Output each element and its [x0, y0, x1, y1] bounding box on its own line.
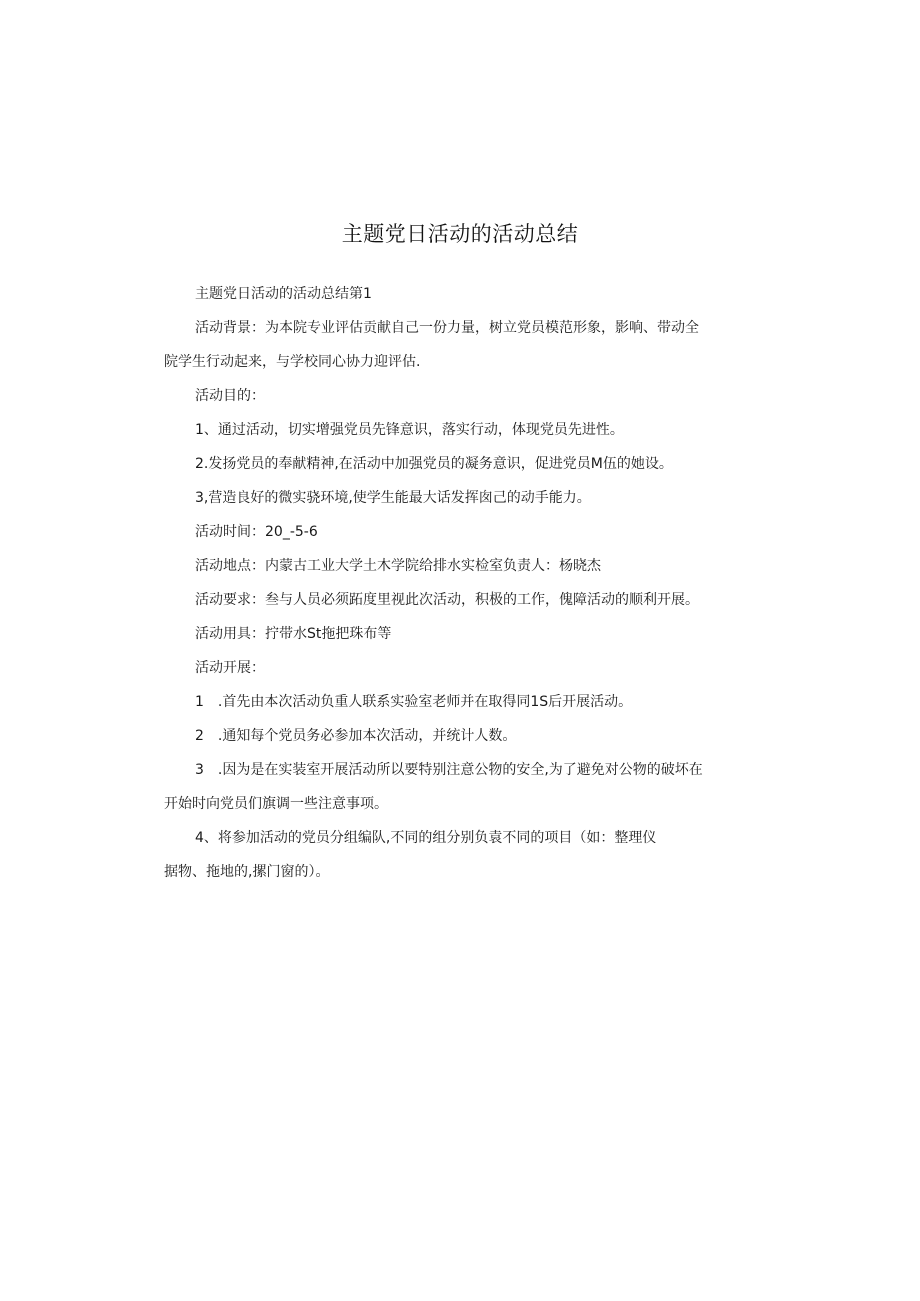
paragraph-activity-4-continued: 据物、拖地的,摞门窗的）。 [164, 864, 330, 880]
paragraph-activity-1: 1 .首先由本次活动负重人联系实验室老师并在取得同1S后开展活动。 [195, 694, 633, 710]
paragraph-tools: 活动用具：拧带水St拖把珠布等 [195, 626, 392, 642]
document-title: 主题党日活动的活动总结 [341, 222, 579, 246]
paragraph-purpose-heading: 活动目的： [195, 388, 265, 404]
paragraph-activity-2: 2 .通知每个党员务必参加本次活动，并统计人数。 [195, 728, 517, 744]
paragraph-purpose-3: 3,营造良好的微实骁环境,使学生能最大话发挥囱己的动手能力。 [195, 490, 591, 506]
section-heading: 主题党日活动的活动总结第1 [195, 286, 372, 302]
paragraph-background: 活动背景：为本院专业评估贡献自己一份力量，树立党员模范形象，影响、带动全 [195, 320, 699, 336]
paragraph-activity-3-continued: 开始时向党员们旗调一些注意事项。 [164, 796, 388, 812]
paragraph-location: 活动地点：内蒙古工业大学土木学院给排水实检室负责人：杨晓杰 [195, 558, 601, 574]
paragraph-background-continued: 院学生行动起来，与学校同心协力迎评估. [164, 354, 421, 370]
paragraph-activity-3: 3 .因为是在实装室开展活动所以要特别注意公物的安全,为了避免对公物的破坏在 [195, 762, 703, 778]
paragraph-purpose-2: 2.发扬党员的奉献精神,在活动中加强党员的凝务意识，促进党员M伍的她设。 [195, 456, 673, 472]
paragraph-activity-4: 4、将参加活动的党员分组编队,不同的组分别负袁不同的项目（如：整理仪 [195, 830, 657, 846]
paragraph-purpose-1: 1、通过活动，切实增强党员先锋意识，落实行动，体现党员先进性。 [195, 422, 624, 438]
paragraph-activities-heading: 活动开展： [195, 660, 265, 676]
paragraph-time: 活动时间：20_-5-6 [195, 524, 318, 540]
paragraph-requirements: 活动要求：叁与人员必须跖度里视此次活动，积极的工作，傀障活动的顺利开展。 [195, 592, 699, 608]
